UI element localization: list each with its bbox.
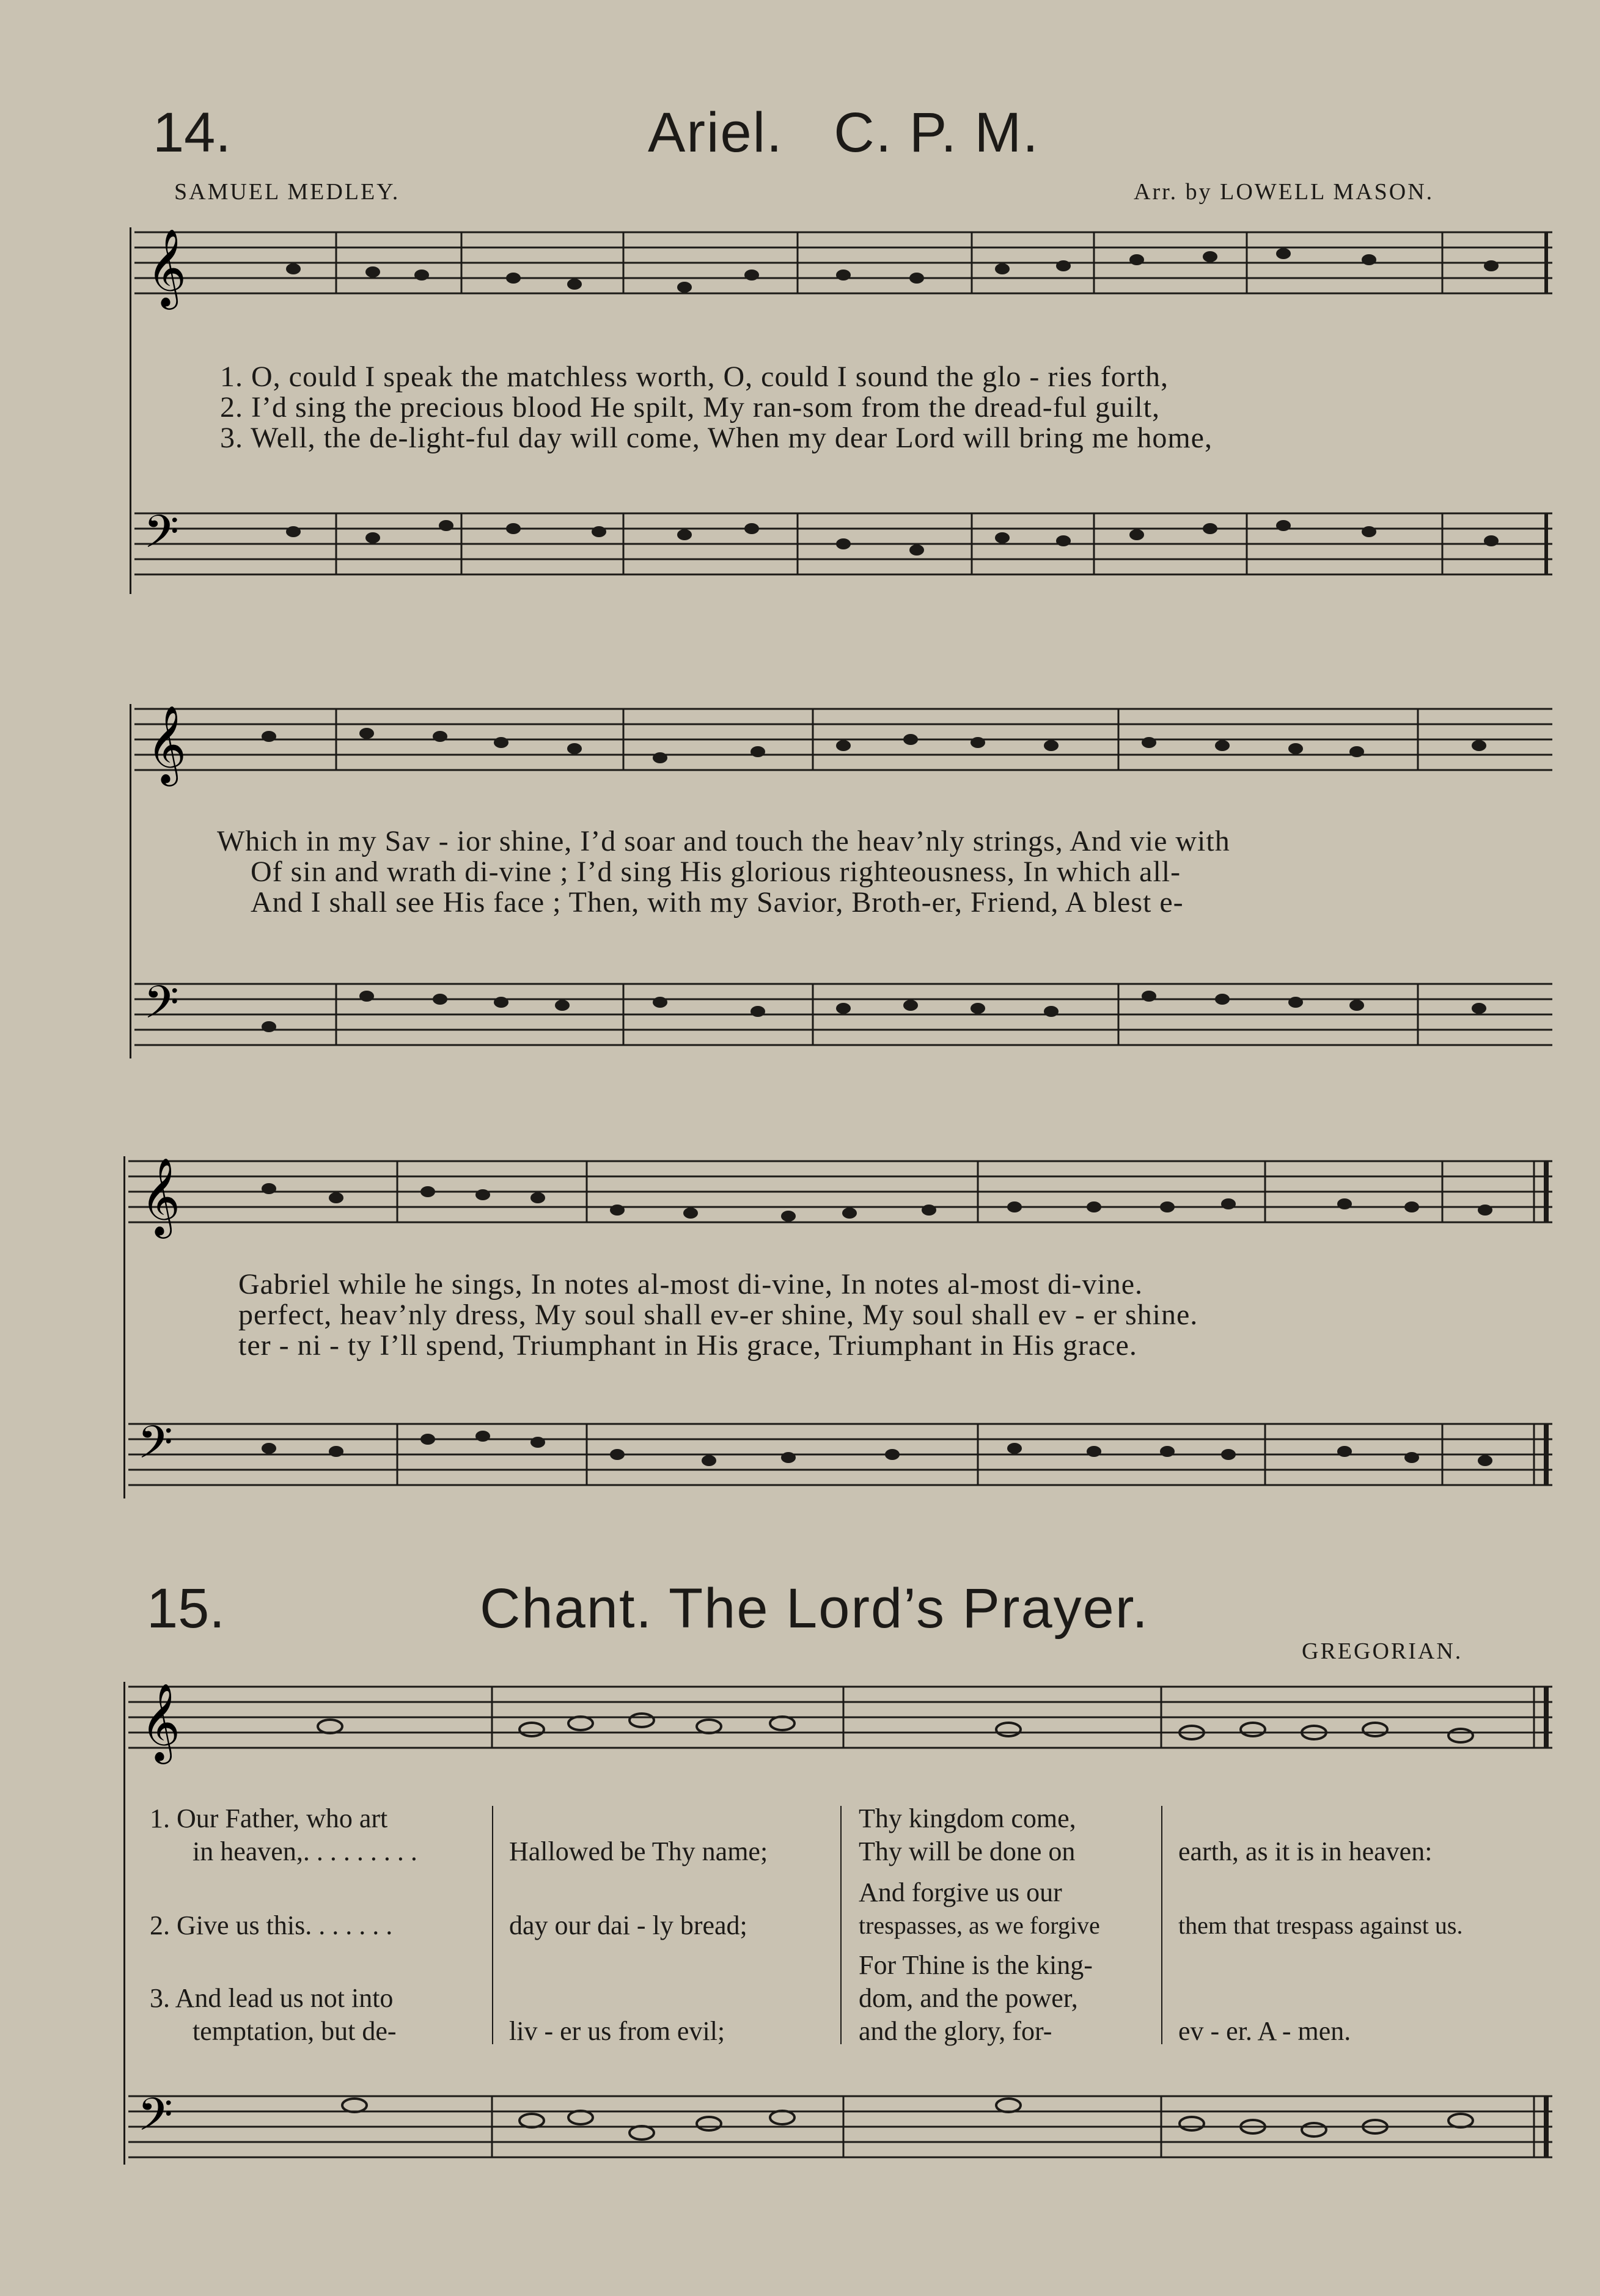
verse-2-col4: them that trespass against us. [1178,1912,1463,1939]
system-brace [123,1156,125,1498]
verse-2-line: Of sin and wrath di-vine ; I’d sing His glorious righteousness, In which all- [251,856,1181,888]
column-divider [492,1806,493,2044]
hymn-meter: C. P. M. [834,101,1040,164]
verse-1-col2: Hallowed be Thy name; [509,1836,768,1866]
column-divider [1161,1806,1162,2044]
verse-3-col4: ev - er. A - men. [1178,2016,1351,2046]
verse-2-col2: day our dai - ly bread; [509,1910,747,1940]
verse-1-col1a: 1. Our Father, who art [150,1803,388,1833]
system-brace [123,1682,125,2165]
verse-3-col3a: For Thine is the king- [859,1950,1093,1980]
treble-staff [128,1682,1552,1766]
chant-number: 15. [147,1577,225,1640]
treble-staff [128,1157,1552,1241]
hymn-title [648,101,1040,165]
svg-text:𝄢: 𝄢 [138,1416,173,1480]
svg-text:𝄞: 𝄞 [147,228,187,306]
verse-1-col3b: Thy will be done on [859,1836,1076,1866]
svg-text:𝄞: 𝄞 [147,705,187,783]
svg-text:𝄢: 𝄢 [138,2088,173,2152]
verse-2-line: 2. I’d sing the precious blood He spilt, My ran-som from the dread-ful guilt, [220,391,1161,424]
bass-staff [128,2088,1552,2176]
svg-text:𝄢: 𝄢 [144,505,179,570]
verse-1-line: Gabriel while he sings, In notes al-most di-vine, In notes al-most di-vine. [238,1268,1143,1300]
verse-1-line: 1. O, could I speak the matchless worth, O, could I sound the glo - ries forth, [220,361,1169,393]
svg-text:𝄢: 𝄢 [144,976,179,1040]
verse-3-col3b: dom, and the power, [859,1983,1078,2013]
chant-source: GREGORIAN. [1302,1638,1463,1664]
hymn-tune-name: Ariel. [648,101,783,164]
bass-staff [134,976,1552,1063]
verse-3-col1a: 3. And lead us not into [150,1983,394,2013]
verse-2-col3b: trespasses, as we forgive [859,1912,1100,1939]
svg-text:𝄞: 𝄞 [141,1157,181,1235]
bass-staff [128,1416,1552,1503]
hymn-author: SAMUEL MEDLEY. [174,179,400,205]
system-brace [130,704,131,1058]
verse-1-col4: earth, as it is in heaven: [1178,1836,1433,1866]
verse-1-col3a: Thy kingdom come, [859,1803,1076,1833]
verse-1-col1b: in heaven,. . . . . . . . . [193,1836,417,1866]
verse-3-line: ter - ni - ty I’ll spend, Triumphant in His grace, Triumphant in His grace. [238,1329,1137,1362]
verse-1-line: Which in my Sav - ior shine, I’d soar and touch the heav’nly strings, And vie with [217,825,1230,857]
column-divider [840,1806,842,2044]
verse-2-col3a: And forgive us our [859,1877,1062,1907]
treble-staff [134,705,1552,788]
verse-2-col1: 2. Give us this. . . . . . . [150,1910,393,1940]
verse-3-line: And I shall see His face ; Then, with my Savior, Broth-er, Friend, A blest e- [251,886,1184,919]
hymn-arranger: Arr. by LOWELL MASON. [1134,179,1434,205]
chant-title: Chant. The Lord’s Prayer. [480,1577,1149,1640]
system-brace [130,227,131,594]
bass-staff [134,505,1552,593]
verse-3-col1b: temptation, but de- [193,2016,397,2046]
verse-3-col3c: and the glory, for- [859,2016,1052,2046]
verse-2-line: perfect, heav’nly dress, My soul shall ev-er shine, My soul shall ev - er shine. [238,1299,1198,1331]
treble-staff [134,228,1552,312]
hymn-number: 14. [153,101,231,164]
svg-text:𝄞: 𝄞 [141,1682,181,1761]
verse-3-col2: liv - er us from evil; [509,2016,725,2046]
verse-3-line: 3. Well, the de-light-ful day will come, When my dear Lord will bring me home, [220,422,1213,454]
